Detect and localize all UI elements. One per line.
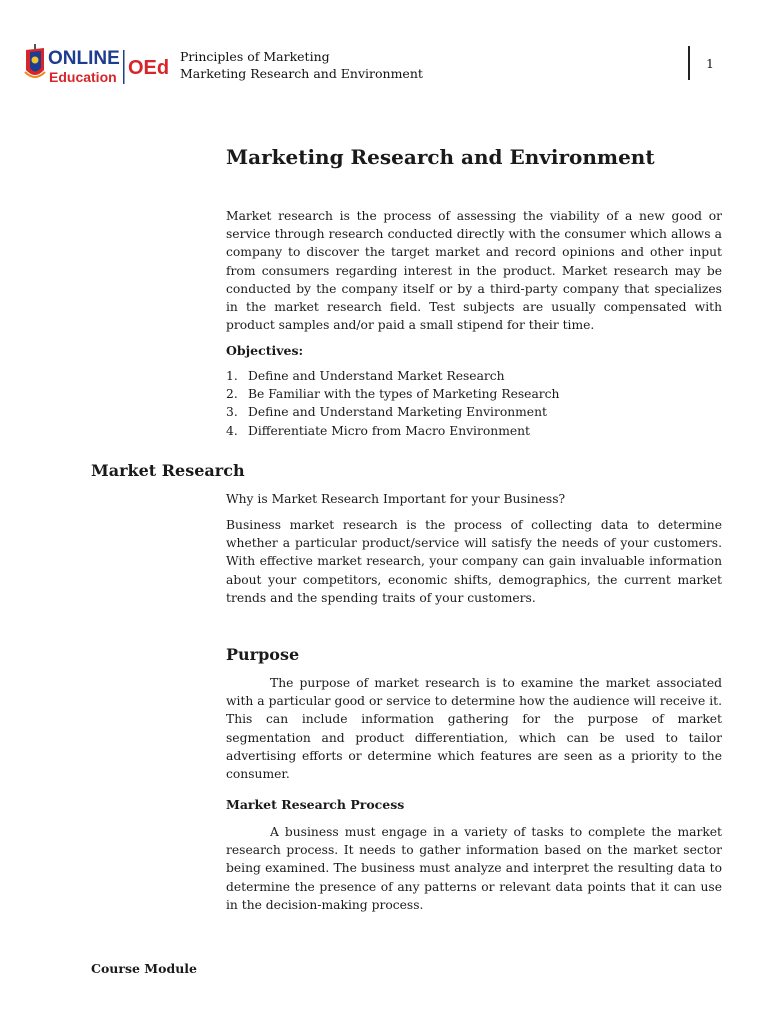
process-body-wrap (226, 823, 722, 914)
list-text: Define and Understand Marketing Environment (248, 405, 547, 420)
market-research-paragraph: Business market research is the process of collecting data to determine whether a particular product/service will satisfy the needs of your customers. With effective market research, your company can gain invaluable information about your competitors, economic shifts, demographics, the current market trends and the spending traits of your customers. (226, 518, 722, 605)
market-research-body-wrap (226, 516, 722, 607)
process-heading: Market Research Process (226, 797, 405, 812)
objectives-heading: Objectives: (226, 343, 304, 358)
logo-word-online: ONLINE (48, 48, 120, 69)
logo-graphic (22, 42, 174, 88)
purpose-body-wrap (226, 674, 722, 783)
process-heading-wrap (226, 796, 722, 814)
shield-crest-icon (25, 44, 45, 77)
market-research-heading-wrap (91, 461, 245, 480)
list-item (226, 403, 722, 421)
list-text: Differentiate Micro from Macro Environment (248, 423, 530, 438)
page-header (22, 42, 746, 90)
logo-mark-oed: OEd (128, 57, 170, 79)
intro-section (226, 207, 722, 334)
list-number: 1. (226, 369, 238, 383)
page-number: 1 (706, 56, 714, 71)
market-research-question-wrap (226, 490, 722, 508)
list-text: Be Familiar with the types of Marketing Research (248, 387, 560, 402)
list-item (226, 367, 722, 385)
list-number: 3. (226, 405, 238, 420)
page-title: Marketing Research and Environment (226, 145, 655, 169)
market-research-heading: Market Research (91, 461, 245, 480)
header-titles (180, 48, 423, 82)
footer-course-module: Course Module (91, 961, 198, 976)
online-education-logo (22, 42, 174, 88)
list-item (226, 422, 722, 440)
objectives-list (226, 367, 722, 440)
market-research-question: Why is Market Research Important for your Business? (226, 492, 566, 506)
list-text: Define and Understand Market Research (248, 369, 505, 383)
list-item (226, 385, 722, 403)
list-number: 4. (226, 423, 238, 438)
module-topic: Marketing Research and Environment (180, 66, 423, 81)
course-name: Principles of Marketing (180, 49, 330, 64)
purpose-paragraph: The purpose of market research is to examine the market associated with a particular good or service to determine how the audience will receive it. This can include information gathering for the purpose of market segmentation and product differentiation, which can be used to tailor advertising efforts or determine which features are seen as a priority to the consumer. (226, 676, 722, 782)
objectives-list-wrap (226, 367, 722, 440)
logo-word-education: Education (49, 69, 117, 85)
header-divider (688, 46, 690, 80)
process-paragraph: A business must engage in a variety of tasks to complete the market research process. It needs to gather information based on the market sector being examined. The business must analyze and interpret the resulting data to determine the presence of any patterns or relevant data points that it can use in the decision-making process. (226, 825, 722, 912)
list-number: 2. (226, 387, 238, 402)
objectives-section (226, 342, 722, 360)
intro-paragraph: Market research is the process of assessing the viability of a new good or service through research conducted directly with the consumer which allows a company to discover the target market and record opinions and other input from consumers regarding interest in the product. Market research may be conducted by the company itself or by a third-party company that specializes in the market research field. Test subjects are usually compensated with product samples and/or paid a small stipend for their time. (226, 209, 722, 333)
purpose-heading: Purpose (226, 645, 300, 664)
purpose-heading-wrap (226, 646, 722, 664)
